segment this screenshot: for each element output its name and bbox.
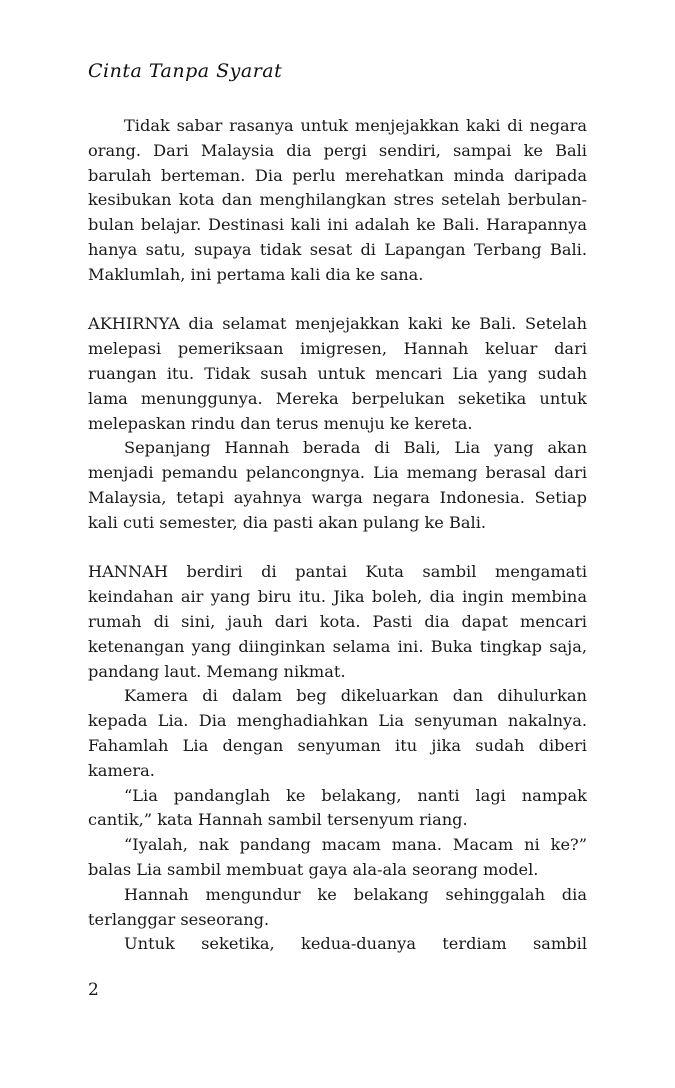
section-break bbox=[88, 288, 587, 313]
body-text bbox=[88, 114, 587, 957]
running-head: Cinta Tanpa Syarat bbox=[88, 60, 283, 82]
section-break bbox=[88, 536, 587, 561]
paragraph: Kamera di dalam beg dikeluarkan dan dihulurkan kepada Lia. Dia menghadiahkan Lia senyuman nakalnya. Fahamlah Lia dengan senyuman itu jika sudah diberi kamera. bbox=[88, 686, 587, 780]
paragraph: AKHIRNYA dia selamat menjejakkan kaki ke Bali. Setelah melepasi pemeriksaan imigresen, Hannah keluar dari ruangan itu. Tidak susah untuk mencari Lia yang sudah lama menunggunya. Mereka berpelukan seketika untuk melepaskan rindu dan terus menuju ke kereta. bbox=[88, 314, 587, 433]
paragraph: HANNAH berdiri di pantai Kuta sambil mengamati keindahan air yang biru itu. Jika boleh, dia ingin membina rumah di sini, jauh dari kota. Pasti dia dapat mencari ketenangan yang diinginkan selama ini. Buka tingkap saja, pandang laut. Memang nikmat. bbox=[88, 562, 587, 681]
paragraph: Sepanjang Hannah berada di Bali, Lia yang akan menjadi pemandu pelancongnya. Lia memang berasal dari Malaysia, tetapi ayahnya warga negara Indonesia. Setiap kali cuti semester, dia pasti akan pulang ke Bali. bbox=[88, 438, 587, 532]
paragraph: Untuk seketika, kedua-duanya terdiam sambil bbox=[124, 934, 587, 954]
paragraph: Tidak sabar rasanya untuk menjejakkan kaki di negara orang. Dari Malaysia dia pergi sendiri, sampai ke Bali barulah berteman. Dia perlu merehatkan minda daripada kesibukan kota dan menghilangkan stres setelah berbulan-bulan belajar. Destinasi kali ini adalah ke Bali. Harapannya hanya satu, supaya tidak sesat di Lapangan Terbang Bali. Maklumlah, ini pertama kali dia ke sana. bbox=[88, 116, 587, 284]
paragraph: “Iyalah, nak pandang macam mana. Macam ni ke?” balas Lia sambil membuat gaya ala-ala seorang model. bbox=[88, 835, 587, 879]
paragraph: “Lia pandanglah ke belakang, nanti lagi nampak cantik,” kata Hannah sambil tersenyum riang. bbox=[88, 785, 587, 830]
page-number: 2 bbox=[88, 980, 99, 1000]
paragraph: Hannah mengundur ke belakang sehinggalah dia terlanggar seseorang. bbox=[88, 884, 587, 929]
